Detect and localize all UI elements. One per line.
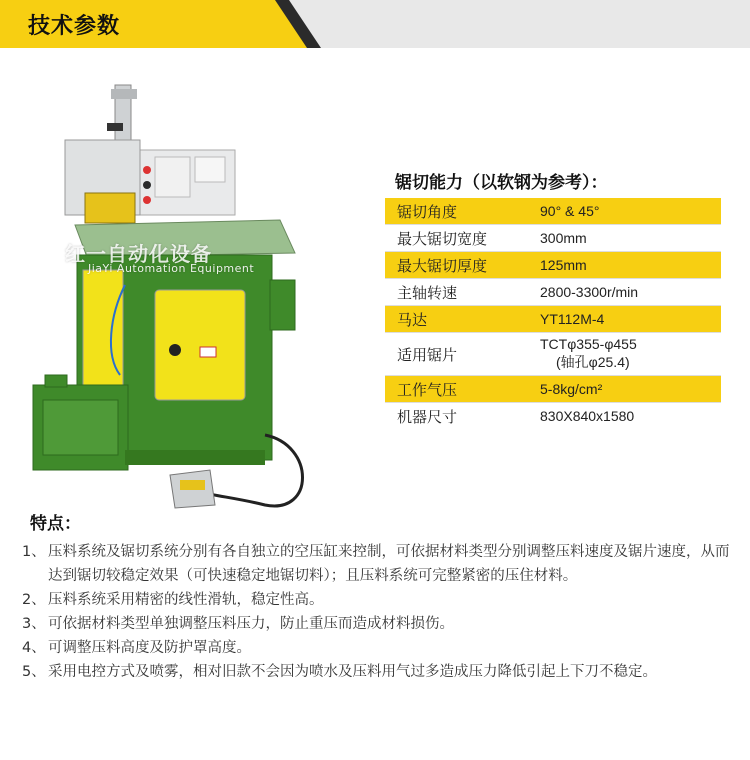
spec-value: 2800-3300r/min [540,284,639,300]
spec-value: 125mm [540,257,587,273]
watermark-logo-text: 红一自动化设备 [65,242,212,266]
spec-row [385,333,721,376]
header-banner [0,0,750,48]
spec-value-line1: TCTφ355-φ455 [540,336,637,352]
watermark-logo-subtext: JiaYi Automation Equipment [88,262,255,275]
feature-number: 1、 [22,544,46,560]
feature-number: 4、 [22,640,46,656]
feature-text: 可调整压料高度及防护罩高度。 [48,640,251,656]
spec-key: 马达 [397,310,428,329]
feature-number: 3、 [22,616,46,632]
feature-text: 采用电控方式及喷雾，相对旧款不会因为喷水及压料用气过多造成压力降低引起上下刀不稳定。 [48,664,657,680]
spec-value: 830X840x1580 [540,408,635,424]
spec-value: 90° & 45° [540,203,600,219]
spec-key: 最大锯切厚度 [397,256,488,275]
spec-key: 主轴转速 [397,283,458,302]
feature-item [22,588,730,612]
spec-key: 最大锯切宽度 [397,229,488,248]
spec-value: 5-8kg/cm² [540,381,603,397]
spec-row [385,279,721,306]
spec-row [385,306,721,333]
spec-value-line2: (轴孔φ25.4) [556,354,630,370]
spec-row [385,376,721,403]
feature-number: 2、 [22,592,46,608]
feature-text: 可依据材料类型单独调整压料压力，防止重压而造成材料损伤。 [48,616,454,632]
spec-key: 锯切角度 [397,202,458,221]
spec-key: 适用锯片 [397,345,458,364]
spec-value: YT112M-4 [540,311,605,327]
features-title: 特点： [30,514,81,534]
spec-value: 300mm [540,230,587,246]
spec-row [385,252,721,279]
spec-row [385,198,721,225]
feature-item [22,660,730,684]
spec-key: 工作气压 [397,380,458,399]
feature-item [22,636,730,660]
spec-row [385,403,721,429]
spec-title: 锯切能力（以软钢为参考）： [395,173,608,193]
page-title: 技术参数 [28,14,121,39]
spec-row [385,225,721,252]
feature-text: 压料系统及锯切系统分别有各自独立的空压缸来控制，可依据材料类型分别调整压料速度及锯片速度，从而达到锯切较稳定效果（可快速稳定地锯切料）；且压料系统可完整紧密的压住材料。 [48,544,730,584]
feature-item [22,540,730,588]
spec-table [385,198,721,429]
features-list [22,540,730,684]
feature-text: 压料系统采用精密的线性滑轨，稳定性高。 [48,592,324,608]
feature-item [22,612,730,636]
cutting-machine-image [15,75,315,515]
spec-value [540,336,721,372]
spec-key: 机器尺寸 [397,407,458,426]
feature-number: 5、 [22,664,46,680]
